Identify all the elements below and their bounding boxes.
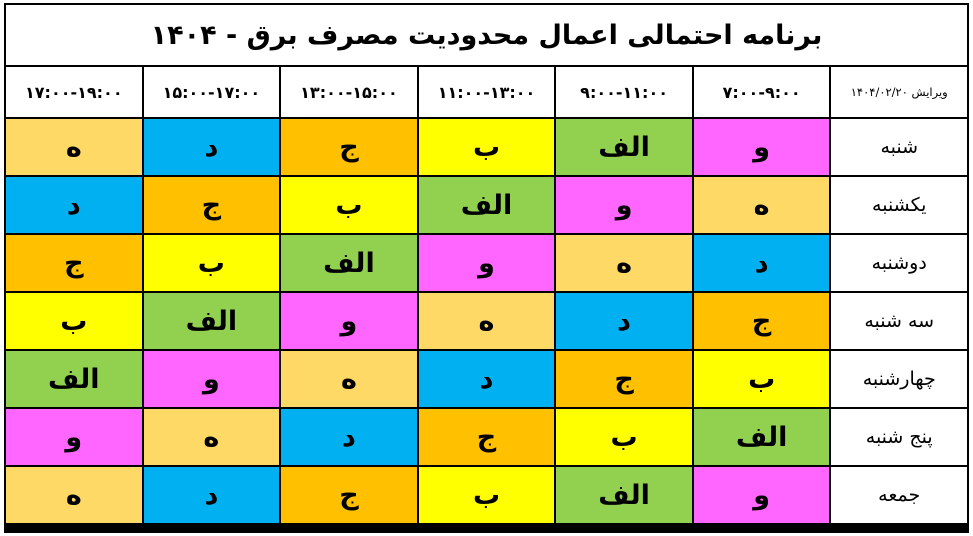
group-cell: ه (281, 351, 417, 407)
group-cell: ج (6, 235, 142, 291)
group-cell: د (144, 119, 280, 175)
group-cell: ب (281, 177, 417, 233)
day-label-saturday: شنبه (831, 119, 967, 175)
group-cell: ج (281, 119, 417, 175)
day-label-wednesday: چهارشنبه (831, 351, 967, 407)
group-cell: و (694, 467, 830, 523)
day-label-tuesday: سه شنبه (831, 293, 967, 349)
group-cell: ج (144, 177, 280, 233)
group-cell: ب (556, 409, 692, 465)
group-cell: ه (556, 235, 692, 291)
time-slot-header-15-17: ۱۵:۰۰-۱۷:۰۰ (144, 67, 280, 117)
group-cell: الف (556, 467, 692, 523)
time-slot-header-7-9: ۷:۰۰-۹:۰۰ (694, 67, 830, 117)
group-cell: الف (694, 409, 830, 465)
group-cell: الف (281, 235, 417, 291)
group-cell: د (556, 293, 692, 349)
time-slot-header-13-15: ۱۳:۰۰-۱۵:۰۰ (281, 67, 417, 117)
page-title: برنامه احتمالی اعمال محدودیت مصرف برق - ۱۴۰۴ (6, 5, 967, 65)
group-cell: ب (6, 293, 142, 349)
group-cell: د (6, 177, 142, 233)
group-cell: الف (6, 351, 142, 407)
group-cell: و (6, 409, 142, 465)
group-cell: و (419, 235, 555, 291)
group-cell: الف (419, 177, 555, 233)
group-cell: ب (419, 467, 555, 523)
group-cell: الف (144, 293, 280, 349)
edit-date-label: ویرایش ۱۴۰۴/۰۲/۲۰ (831, 67, 967, 117)
group-cell: د (694, 235, 830, 291)
day-label-thursday: پنج شنبه (831, 409, 967, 465)
group-cell: د (419, 351, 555, 407)
group-cell: ج (556, 351, 692, 407)
group-cell: د (281, 409, 417, 465)
group-cell: و (556, 177, 692, 233)
group-cell: ه (144, 409, 280, 465)
time-slot-header-17-19: ۱۷:۰۰-۱۹:۰۰ (6, 67, 142, 117)
schedule-table (4, 3, 969, 533)
group-cell: ه (419, 293, 555, 349)
time-slot-header-11-13: ۱۱:۰۰-۱۳:۰۰ (419, 67, 555, 117)
group-cell: ه (6, 119, 142, 175)
group-cell: ه (694, 177, 830, 233)
group-cell: ب (419, 119, 555, 175)
group-cell: و (281, 293, 417, 349)
time-slot-header-9-11: ۹:۰۰-۱۱:۰۰ (556, 67, 692, 117)
group-cell: ج (419, 409, 555, 465)
group-cell: ب (144, 235, 280, 291)
group-cell: د (144, 467, 280, 523)
group-cell: الف (556, 119, 692, 175)
day-label-sunday: یکشنبه (831, 177, 967, 233)
group-cell: ب (694, 351, 830, 407)
group-cell: ج (694, 293, 830, 349)
group-cell: ج (281, 467, 417, 523)
group-cell: و (144, 351, 280, 407)
day-label-friday: جمعه (831, 467, 967, 523)
group-cell: ه (6, 467, 142, 523)
group-cell: و (694, 119, 830, 175)
day-label-monday: دوشنبه (831, 235, 967, 291)
